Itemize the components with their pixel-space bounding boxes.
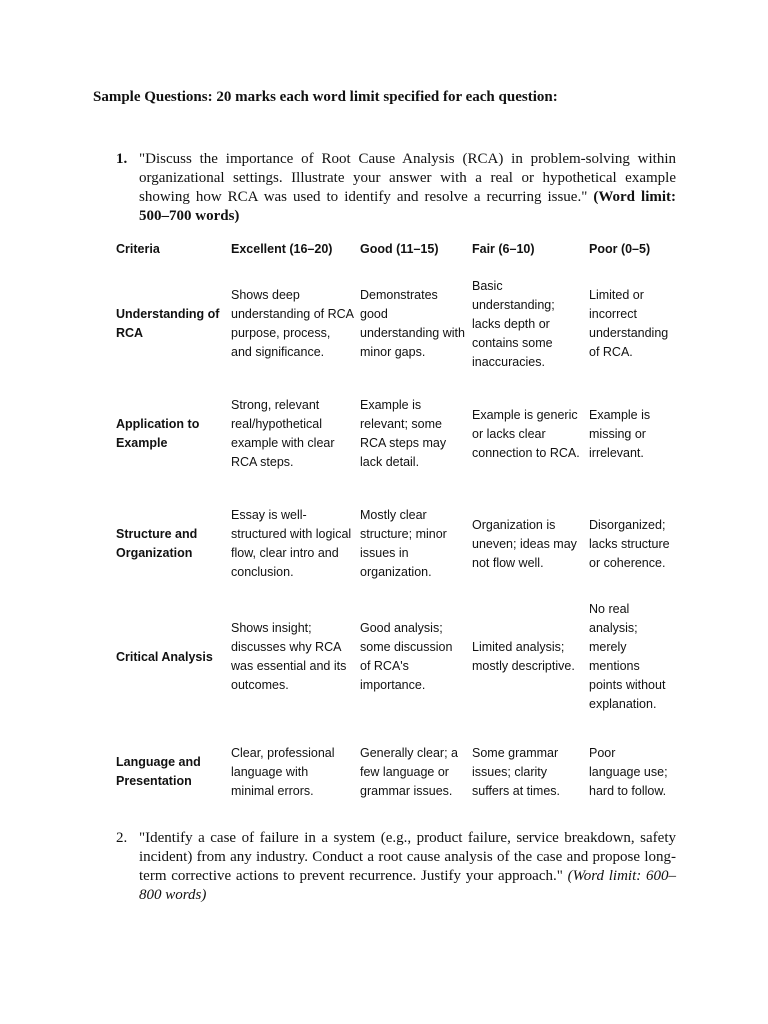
good-cell: Example is relevant; some RCA steps may lack detail. — [360, 398, 447, 469]
good-cell: Good analysis; some discussion of RCA's importance. — [360, 621, 453, 692]
table-row — [116, 722, 676, 822]
question-1 — [116, 150, 676, 226]
excellent-cell: Shows insight; discusses why RCA was essential and its outcomes. — [231, 621, 347, 692]
question-1-text: "Discuss the importance of Root Cause Analysis (RCA) in problem-solving within organizational settings. Illustrate your answer with a real or hypothetical example showing how RCA was used to identify and resolve a recurring issue." — [139, 151, 676, 205]
fair-cell: Some grammar issues; clarity suffers at times. — [472, 745, 560, 798]
poor-cell: Disorganized; lacks structure or coherence. — [589, 517, 670, 570]
table-row — [116, 384, 676, 484]
question-2-number: 2. — [116, 830, 128, 846]
poor-cell: Example is missing or irrelevant. — [589, 407, 651, 460]
excellent-cell: Clear, professional language with minimal errors. — [231, 745, 335, 798]
question-2-word-limit: (Word limit: 600–800 words) — [139, 868, 676, 903]
table-row — [116, 494, 676, 594]
question-2-body — [139, 829, 676, 905]
criteria-cell: Understanding of RCA — [116, 307, 220, 340]
good-cell: Demonstrates good understanding with minor gaps. — [360, 288, 465, 359]
document-heading: Sample Questions: 20 marks each word limit specified for each question: — [93, 89, 558, 105]
poor-cell: Poor language use; hard to follow. — [589, 745, 668, 798]
criteria-cell: Critical Analysis — [116, 649, 213, 664]
poor-cell: No real analysis; merely mentions points without explanation. — [589, 602, 666, 711]
excellent-cell: Essay is well-structured with logical flow, clear intro and conclusion. — [231, 508, 352, 579]
table-row — [116, 274, 676, 374]
question-2-text: "Identify a case of failure in a system (e.g., product failure, service breakdown, safety incident) from any industry. Conduct a root cause analysis of the case and propose long-term corrective actions to prevent recurrence. Justify your approach." — [139, 830, 676, 884]
fair-cell: Limited analysis; mostly descriptive. — [472, 640, 575, 673]
question-1-number: 1. — [116, 151, 128, 167]
rubric-table — [116, 238, 676, 822]
excellent-cell: Shows deep understanding of RCA purpose, process, and significance. — [231, 288, 354, 359]
criteria-cell: Language and Presentation — [116, 755, 201, 788]
poor-cell: Limited or incorrect understanding of RCA. — [589, 288, 669, 359]
good-cell: Generally clear; a few language or grammar issues. — [360, 745, 458, 798]
question-1-word-limit: (Word limit: 500–700 words) — [139, 189, 677, 224]
good-cell: Mostly clear structure; minor issues in organization. — [360, 508, 447, 579]
rubric-header-row — [116, 238, 676, 260]
fair-cell: Basic understanding; lacks depth or contains some inaccuracies. — [472, 278, 555, 369]
header-poor: Poor (0–5) — [589, 241, 651, 256]
criteria-cell: Application to Example — [116, 417, 200, 450]
question-1-body — [139, 150, 676, 226]
excellent-cell: Strong, relevant real/hypothetical example with clear RCA steps. — [231, 398, 335, 469]
header-criteria: Criteria — [116, 241, 160, 256]
fair-cell: Organization is uneven; ideas may not flow well. — [472, 517, 577, 570]
header-good: Good (11–15) — [360, 241, 439, 256]
header-fair: Fair (6–10) — [472, 241, 535, 256]
criteria-cell: Structure and Organization — [116, 527, 198, 560]
fair-cell: Example is generic or lacks clear connection to RCA. — [472, 407, 580, 460]
question-2 — [116, 829, 676, 905]
table-row — [116, 598, 676, 716]
header-excellent: Excellent (16–20) — [231, 241, 333, 256]
